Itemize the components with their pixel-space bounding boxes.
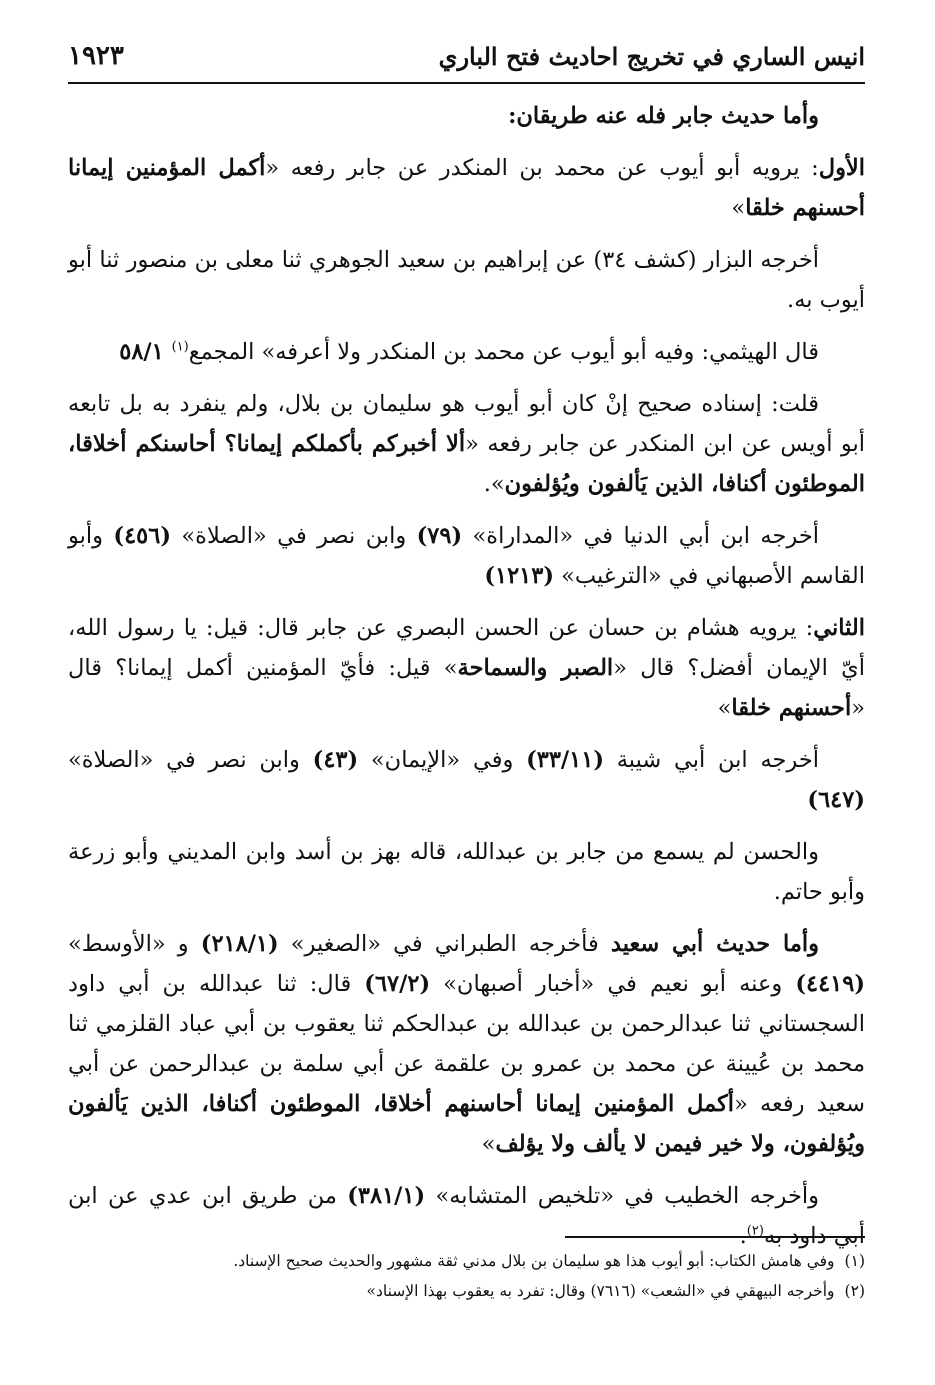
bold-text: وأما حديث أبي سعيد xyxy=(610,931,819,957)
text-run: » xyxy=(481,1131,496,1157)
footnote-number: (١) xyxy=(844,1252,865,1270)
main-text xyxy=(68,96,865,1268)
bold-text: أحسنهم خلقا xyxy=(731,695,852,721)
footnote-number: (٢) xyxy=(844,1282,865,1300)
bold-text: (١٢١٣) xyxy=(484,563,554,589)
bold-text: (٦٧/٢) xyxy=(364,971,431,997)
footnote-text: وأخرجه البيهقي في «الشعب» (٧٦١٦) وقال: تفرد به يعقوب بهذا الإسناد» xyxy=(366,1282,835,1300)
bold-text: أكمل المؤمنين إيمانا أحسنهم خلقا xyxy=(68,155,865,221)
bold-text: الثاني xyxy=(813,615,865,641)
text-run: : يرويه هشام بن حسان عن الحسن البصري عن جابر قال: قيل: يا رسول الله، أيّ الإيمان أفضل؟ قال « xyxy=(68,615,865,681)
paragraph xyxy=(68,332,865,372)
bold-text: (٤٤١٩) xyxy=(795,971,865,997)
text-run: أخرجه ابن أبي شيبة xyxy=(603,747,819,773)
footnote-item xyxy=(68,1246,865,1276)
bold-text: (٤٥٦) xyxy=(113,523,171,549)
page-header xyxy=(68,30,865,84)
paragraph xyxy=(68,516,865,596)
paragraph xyxy=(68,96,865,136)
text-run: والحسن لم يسمع من جابر بن عبدالله، قاله بهز بن أسد وابن المديني وأبو زرعة وأبو حاتم. xyxy=(68,839,865,905)
text-run: وابن نصر في «الصلاة» xyxy=(68,747,313,773)
bold-text: (٢١٨/١) xyxy=(200,931,279,957)
bold-text: (٧٩) xyxy=(416,523,463,549)
text-run: وأبو القاسم الأصبهاني في «الترغيب» xyxy=(68,523,865,589)
text-run: » xyxy=(717,695,732,721)
paragraph xyxy=(68,924,865,1164)
text-run: وأخرجه الخطيب في «تلخيص المتشابه» xyxy=(425,1183,819,1209)
text-run: وابن نصر في «الصلاة» xyxy=(171,523,417,549)
text-run: » xyxy=(731,195,746,221)
running-title: انيس الساري في تخريج احاديث فتح الباري xyxy=(438,41,865,71)
bold-text: الأول xyxy=(818,155,866,181)
footnotes xyxy=(68,1246,865,1306)
bold-text: (٦٤٧) xyxy=(807,787,865,813)
text-run: أخرجه البزار (كشف ٣٤) عن إبراهيم بن سعيد الجوهري ثنا معلى بن منصور ثنا أبو أيوب به. xyxy=(68,247,865,313)
bold-text: ألا أخبركم بأكملكم إيمانا؟ أحاسنكم أخلاقا، الموطئون أكنافا، الذين يَألفون ويُؤلفون xyxy=(68,431,865,497)
footnote-ref: (٢) xyxy=(746,1223,764,1239)
text-run: : يرويه أبو أيوب عن محمد بن المنكدر عن جابر رفعه « xyxy=(265,155,819,181)
bold-text: الصبر والسماحة xyxy=(457,655,614,681)
paragraph xyxy=(68,148,865,228)
bold-text: أكمل المؤمنين إيمانا أحاسنهم أخلاقا، الموطئون أكنافا، الذين يَألفون ويُؤلفون، ولا خير فيمن لا يألف ولا يؤلف xyxy=(68,1091,865,1157)
text-run: من طريق ابن عدي عن ابن أبي داود به xyxy=(68,1183,865,1249)
text-run: » قيل: فأيّ المؤمنين أكمل إيمانا؟ قال « xyxy=(68,655,865,721)
text-run: . xyxy=(739,1223,747,1249)
footnote-ref: (١) xyxy=(171,339,189,355)
text-run: و «الأوسط» xyxy=(68,931,201,957)
footnote-item xyxy=(68,1276,865,1306)
footnote-separator xyxy=(565,1236,865,1238)
paragraph xyxy=(68,1176,865,1256)
paragraph xyxy=(68,740,865,820)
text-run: أخرجه ابن أبي الدنيا في «المداراة» xyxy=(462,523,819,549)
paragraph xyxy=(68,832,865,912)
page-number: ١٩٢٣ xyxy=(68,41,124,71)
text-run: وفي «الإيمان» xyxy=(358,747,527,773)
text-run: قال: ثنا عبدالله بن أبي داود السجستاني ثنا عبدالرحمن بن عبدالله بن عبدالحكم ثنا يعقوب بن أبي عباد القلزمي ثنا محمد بن عُيينة عن محمد بن عمرو بن علقمة عن أبي سلمة بن عبدالرحمن عن أبي سعيد رفعه « xyxy=(68,971,865,1117)
bold-text: ٥٨/١ xyxy=(119,339,172,365)
bold-text: (٣٨١/١) xyxy=(347,1183,426,1209)
bold-text: (٣٣/١١) xyxy=(526,747,604,773)
paragraph xyxy=(68,240,865,320)
paragraph xyxy=(68,608,865,728)
text-run: فأخرجه الطبراني في «الصغير» xyxy=(278,931,611,957)
text-run: ». xyxy=(483,471,505,497)
bold-text: (٤٣) xyxy=(312,747,359,773)
footnote-text: وفي هامش الكتاب: أبو أيوب هذا هو سليمان بن بلال مدني ثقة مشهور والحديث صحيح الإسناد. xyxy=(233,1252,835,1270)
text-run: وعنه أبو نعيم في «أخبار أصبهان» xyxy=(430,971,796,997)
bold-text: وأما حديث جابر فله عنه طريقان: xyxy=(508,103,819,129)
text-run: قلت: إسناده صحيح إنْ كان أبو أيوب هو سليمان بن بلال، ولم ينفرد به بل تابعه أبو أويس عن ابن المنكدر عن جابر رفعه « xyxy=(68,391,866,457)
paragraph xyxy=(68,384,865,504)
text-run: قال الهيثمي: وفيه أبو أيوب عن محمد بن المنكدر ولا أعرفه» المجمع xyxy=(188,339,819,365)
